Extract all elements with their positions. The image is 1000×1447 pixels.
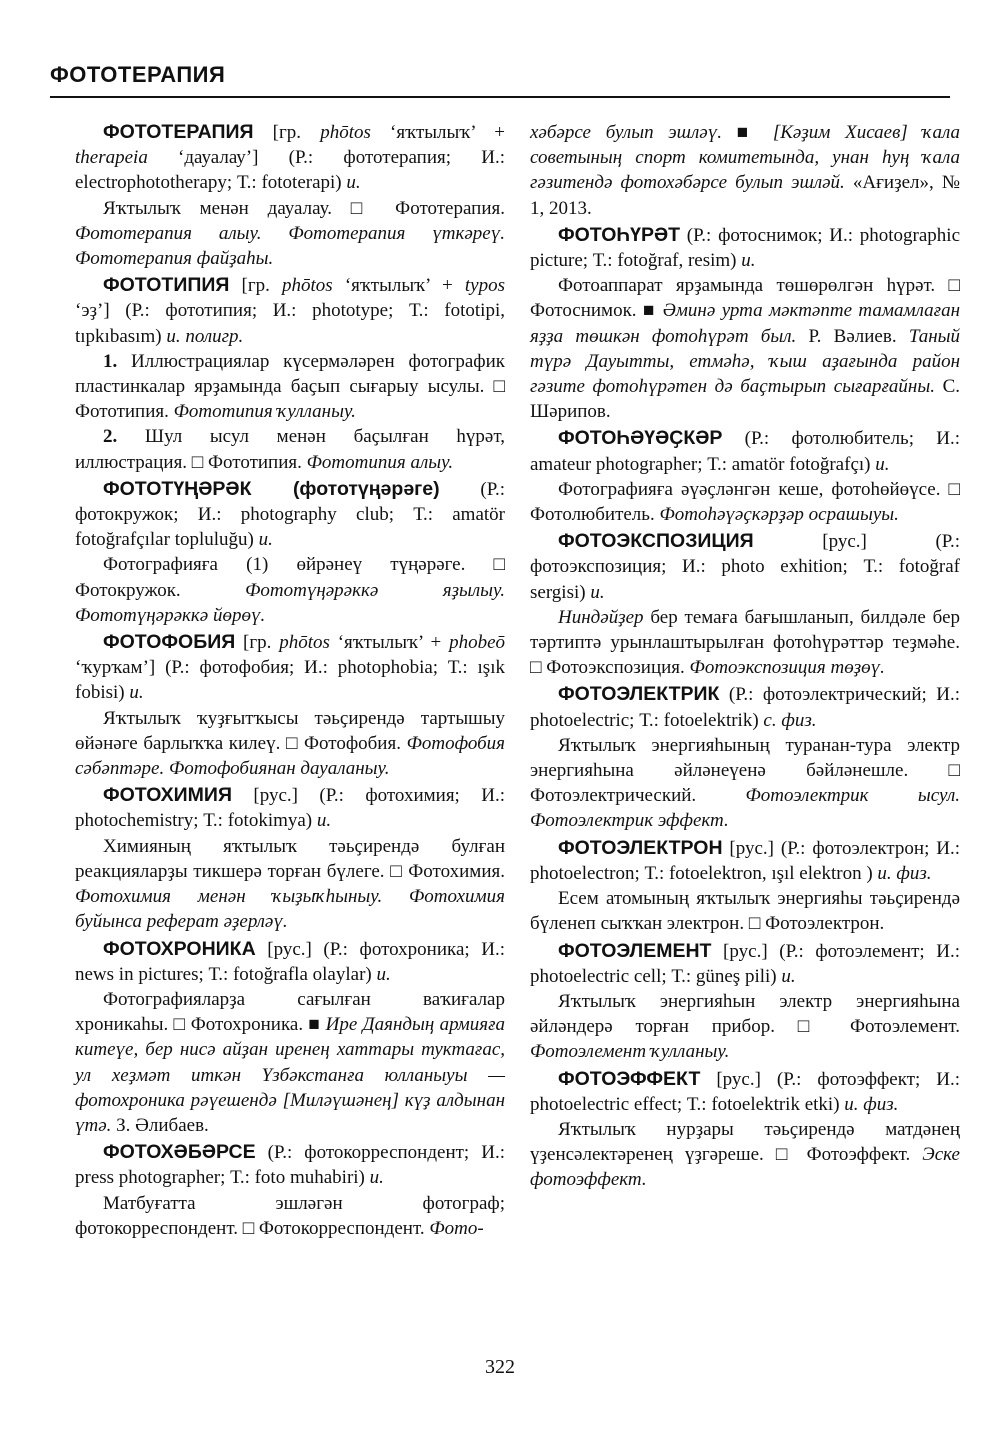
definition [530,1117,960,1193]
part-of-speech: и. полигр. [166,325,244,347]
translations: ‘ҡурҡам’] (Р.: фотофобия; И.: photophobia; Т.: ışık fobisi) [75,657,505,704]
usage-example: Фототипия алыу. [306,451,454,473]
headword: ФОТОЭЛЕКТРИК [558,683,720,706]
entry-fotoelement [530,939,960,1065]
translations: (Р.: фотолюбитель; И.: amateur photographer; Т.: amatör fotoğrafçı) [530,428,960,475]
definition-text: Яҡтылыҡ менән дауалау. □ Фототерапия. [103,197,505,219]
usage-example: Әминә урта мәктәпте тамамлаған яҙҙа төшкән фотоһүрәт был. [530,300,960,347]
entry-head [530,223,960,273]
translations: (Р.: фотокружок; И.: photography club; Т.: amatör fotoğrafçılar topluluğu) [75,478,505,551]
definition-text: Химияның яҡтылыҡ тәьҫирендә булған реакцияларҙы тикшерә торған бүлеге. □ Фотохимия. [75,835,505,882]
usage-example: Фотоэлемент ҡулланыу. [530,1041,730,1063]
etymon: phobeō [449,632,505,654]
usage-example: Фотоһәүәҫкәрҙәр осрашыуы. [659,504,899,526]
usage-example: Фотохимия менән ҡыҙыҡһыныу. Фотохимия буйынса реферат әҙерләү. [75,886,505,933]
citation-author: З. Әлибаев. [111,1114,209,1136]
definition [75,834,505,935]
headword: ФОТОТҮҢӘРӘК (фототүңәрәге) [103,477,440,500]
etymology: [гр. [253,122,321,143]
entry-head [530,426,960,476]
citation-author: Р. Вәлиев. [796,325,909,347]
definition-text: Фотографияға әүәҫләнгән кеше, фотоһөйөүсе. □ Фотолюбитель. [530,478,960,526]
definition-text: Яҡтылыҡ ҡуҙғытҡысы тәьҫирендә тартышыу өйәнәге барлыҡҡа килеү. □ Фотофобия. [75,707,505,754]
entry-fotohүrәt [530,223,960,425]
definition [530,989,960,1065]
entry-fototipiya [75,273,505,475]
entry-head [530,682,960,732]
part-of-speech: и. [369,1167,384,1189]
part-of-speech: и. [376,963,391,985]
headword: ФОТОТЕРАПИЯ [103,121,254,143]
part-of-speech: и. [316,810,332,832]
entry-fotoekspoziciya [530,529,960,680]
headword: ФОТОЭЛЕКТРОН [558,836,723,859]
part-of-speech: и. [346,172,361,194]
definition-text: Яҡтылыҡ энергияһын электр энергияһына әйләндерә торған прибор. □ Фотоэлемент. [530,990,960,1038]
citation-author: С. Шәрипов. [530,376,960,423]
translations: [рус.] (Р.: фотохимия; И.: photochemistry; Т.: fotokimya) [75,785,505,832]
part-of-speech: и. [741,250,756,272]
translations: ‘дауалау’] (Р.: фототерапия; И.: electrophototherapy; Т.: fototerapi) [75,147,505,194]
entry-fotoelektrik [530,682,960,833]
entry-head [530,939,960,989]
etymon: phōtos [282,275,333,297]
entry-fotokhәbәrse [75,1140,505,1241]
usage-example: Фотофобия сәбәптәре. Фотофобиянан дауаланыу. [75,732,505,780]
translations: [рус.] (Р.: фотоэлемент; И.: photoelectric cell; Т.: güneş pili) [530,940,960,987]
definition-text: Иллюстрациялар күсермәләрен фотографик пластинкалар ярҙамында баҫып сығарыу ысулы. □ Фототипия. [75,350,505,423]
etymon: therapeia [75,147,148,169]
entry-fotohәүәskәr [530,426,960,527]
left-column [75,120,505,1243]
part-of-speech: и. физ. [877,862,932,884]
citation-source: «Ағиҙел», № 1, 2013. [530,172,960,219]
translations: [рус.] (Р.: фотоэкспозиция; И.: photo exhition; Т.: fotoğraf sergisi) [530,531,960,603]
definition [530,886,960,936]
headword: ФОТОҺҮРӘТ [558,223,681,246]
translations: [рус.] (Р.: фотоэлектрон; И.: photoelectron; Т.: fotoelektron, ışıl elektron ) [530,837,960,884]
headword: ФОТОҺӘҮӘҪКӘР [558,427,723,450]
etymology: ‘яҡтылыҡ’ + [332,275,465,297]
entry-head [530,836,960,886]
usage-example: хәбәрсе булып эшләү. [530,122,722,143]
headword: ФОТОЭКСПОЗИЦИЯ [558,530,754,553]
etymology: [гр. [229,275,283,297]
etymon: typos [464,275,505,297]
definition-text: бер темаға бағышланып, билдәле бер тәртиптә урынлаштырылған фотоһүрәттәр теҙмәһе. □ Фотоэкспозиция. [530,606,960,679]
definition [75,349,505,425]
definition-text: Яҡтылыҡ энергияһының туранан-тура электр энергияһына әйләнеүенә бәйләнешле. □ Фотоэлектрический. [530,734,960,807]
entry-fotokhimiya [75,783,505,934]
entry-head [75,1140,505,1190]
usage-example: Эске фотоэффект. [530,1144,960,1191]
definition-text: Матбуғатта эшләгән фотограф; фотокорреспондент. □ Фотокорреспондент. [75,1192,505,1239]
part-of-speech: и. физ. [844,1093,899,1115]
entry-head [75,937,505,987]
definition [75,987,505,1138]
translations: (Р.: фотоэлектрический; И.: photoelectric; Т.: fotoelektrik) [530,684,960,731]
entry-continuation [530,120,960,221]
entry-head [75,120,505,196]
definition [530,120,960,221]
part-of-speech: и. [781,965,796,987]
usage-example: Фотоэлектрик ысул. Фотоэлектрик эффект. [530,785,960,832]
part-of-speech: и. [590,581,605,603]
headword: ФОТОТИПИЯ [103,274,230,297]
translations: [рус.] (Р.: фотоэффект; И.: photoelectric effect; Т.: fotoelektrik etki) [530,1068,960,1115]
right-column [530,120,960,1195]
part-of-speech: с. физ. [763,709,817,731]
entry-head [75,630,505,706]
entry-fototerapiya [75,120,505,271]
usage-example: Фотоэкспозиция төҙөү. [689,657,885,679]
definition [75,552,505,628]
entry-fotoelektron [530,836,960,937]
part-of-speech: и. [875,453,890,475]
definition [530,605,960,681]
translations: (Р.: фотоснимок; И.: photographic picture; Т.: fotoğraf, resim) [530,224,960,272]
entry-head [530,1067,960,1117]
usage-example: Таный түрә Дауытты, етмәһә, ҡыш аҙағында район гәзите фотоһүрәтен дә баҫтырып сығарғайны. [530,325,960,398]
definition [530,273,960,424]
entry-fotoeffekt [530,1067,960,1193]
definition [75,1191,505,1241]
translations: (Р.: фотокорреспондент; И.: press photographer; Т.: foto muhabiri) [75,1142,505,1189]
example-marker: ■ [722,122,773,143]
entry-fotofobiya [75,630,505,781]
etymon: phōtos [279,632,330,654]
headword: ФОТОХИМИЯ [103,784,232,807]
definition-text: Яҡтылыҡ нурҙары тәьҫирендә матдәнең үҙенсәлектәренең үҙгәреше. □ Фотоэффект. [530,1118,960,1166]
definition-text: Шул ысул менән баҫылған һүрәт, иллюстрация. □ Фототипия. [75,426,505,473]
entry-head [530,529,960,605]
part-of-speech: и. [258,529,273,551]
sense-number: 2. [103,426,118,448]
entry-fototuңәrәk [75,477,505,628]
definition-text: Фотографияларҙа сағылған ваҡиғалар хроникаһы. □ Фотохроника. ■ [75,988,505,1036]
headword: ФОТОХӘБӘРСЕ [103,1141,256,1164]
definition-text: Есем атомының яҡтылыҡ энергияһы тәьҫирендә бүленеп сыҡҡан электрон. □ Фотоэлектрон. [530,888,960,935]
usage-example: Ире Даяндың армияға китеүе, бер нисә айҙан иренең хаттары туктағас, ул хеҙмәт иткән Үзбәкстанға юлланыуы — фотохроника рәүешендә [Миләүшәнең] күҙ алдынан үтә. [75,1014,505,1136]
usage-example: Ниндәйҙер [558,606,644,628]
header-rule [50,96,950,98]
headword: ФОТОЭФФЕКТ [558,1067,701,1090]
usage-example: Фото- [429,1217,484,1239]
translations: ‘эҙ’] (Р.: фототипия; И.: phototype; Т.: fototipi, tıpkıbasım) [75,300,505,347]
entry-head [75,273,505,349]
definition [75,706,505,782]
headword: ФОТОХРОНИКА [103,937,256,960]
definition-text: Фотографияға (1) өйрәнеү түңәрәге. □ Фотокружок. [75,554,505,601]
usage-example: [Кәҙим Хисаев] ҡала советының спорт комитетында, унан һуң ҡала гәзитендә фотохәбәрсе булып эшләй. [530,122,960,194]
definition [530,733,960,834]
translations: [рус.] (Р.: фотохроника; И.: news in pictures; Т.: fotoğrafla olaylar) [75,938,505,985]
usage-example: Фототипия ҡулланыу. [173,401,356,423]
headword: ФОТОФОБИЯ [103,631,236,654]
entry-head [75,477,505,553]
part-of-speech: и. [129,682,144,704]
entry-fotokhronika [75,937,505,1139]
etymon: phōtos [320,122,371,143]
sense-number: 1. [103,350,118,372]
definition [75,424,505,474]
entry-head [75,783,505,833]
usage-example: Фототүңәрәккә яҙылыу. Фототүңәрәккә йөрөү. [75,579,505,626]
etymology: ‘яҡтылыҡ’ + [370,122,505,143]
etymology: ‘яҡтылыҡ’ + [329,632,450,654]
definition [75,196,505,272]
definition-text: Фотоаппарат ярҙамында төшөрөлгән һүрәт. □ Фотоснимок. ■ [530,275,960,322]
definition [530,477,960,527]
etymology: [гр. [235,632,280,654]
headword: ФОТОЭЛЕМЕНТ [558,939,712,962]
usage-example: Фототерапия алыу. Фототерапия үткәреү. Фототерапия файҙаһы. [75,222,505,270]
page-number: 322 [485,1356,515,1378]
running-header: ФОТОТЕРАПИЯ [50,62,226,87]
